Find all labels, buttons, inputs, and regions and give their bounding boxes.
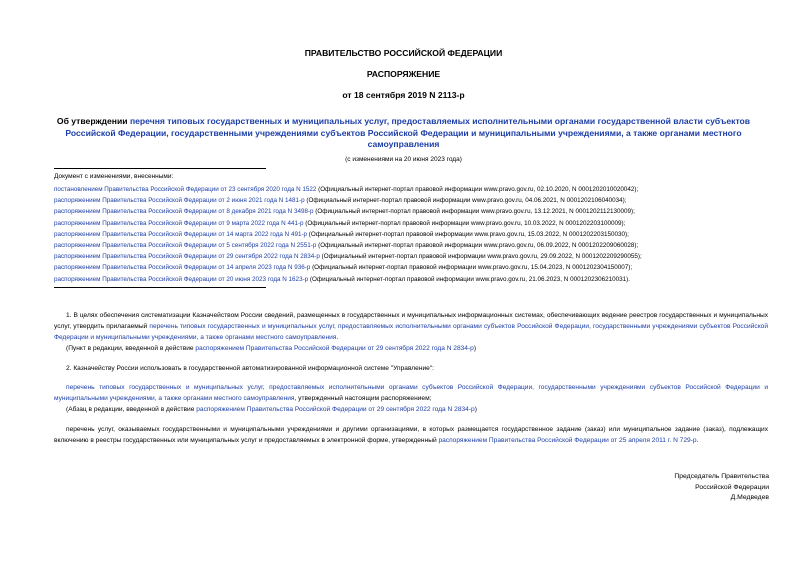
list-item bbox=[54, 184, 784, 195]
services-list-link[interactable]: перечень типовых государственных и муниципальных услуг, предоставляемых исполнительными органами субъектов Российской Федерации, государственными учреждениями субъектов Российской Федерации и муниципальными учреждениями, а также органами местного самоуправления bbox=[54, 323, 768, 341]
signature-name: Д.Медведев bbox=[730, 494, 769, 501]
paragraph-2b-end: . bbox=[696, 437, 699, 444]
document-title bbox=[40, 116, 767, 151]
edit-note-link[interactable]: распоряжением Правительства Российской Федерации от 29 сентября 2022 года N 2834-р bbox=[196, 406, 475, 413]
changes-lead: Документ с изменениями, внесенными: bbox=[54, 173, 174, 180]
list-item bbox=[54, 229, 784, 240]
title-link[interactable]: перечня типовых государственных и муниципальных услуг, предоставляемых исполнительными органами государственной власти субъектов Российской Федерации, государственными учреждениями субъектов Российской Федерации и муниципальными учреждениями, а также органами местного самоуправления bbox=[65, 116, 751, 150]
government-heading: ПРАВИТЕЛЬСТВО РОССИЙСКОЙ ФЕДЕРАЦИИ bbox=[304, 48, 503, 58]
list-item bbox=[54, 206, 784, 217]
document-type: РАСПОРЯЖЕНИЕ bbox=[366, 69, 441, 79]
change-note: (Официальный интернет-портал правовой информации www.pravo.gov.ru, 10.03.2022, N 0001202203100009); bbox=[303, 219, 626, 227]
change-link[interactable]: постановлением Правительства Российской Федерации от 23 сентября 2020 года N 1522 bbox=[54, 186, 317, 193]
change-note: (Официальный интернет-портал правовой информации www.pravo.gov.ru, 04.06.2021, N 0001202106040034); bbox=[304, 197, 627, 205]
signature-country: Российской Федерации bbox=[695, 483, 769, 491]
change-link[interactable]: распоряжением Правительства Российской Федерации от 14 марта 2022 года N 491-р bbox=[54, 230, 308, 238]
edit-note-end: ) bbox=[473, 345, 477, 352]
signature-block bbox=[674, 472, 769, 504]
change-link[interactable]: распоряжением Правительства Российской Федерации от 20 июня 2023 года N 1623-р bbox=[54, 275, 309, 283]
change-note: (Официальный интернет-портал правовой информации www.pravo.gov.ru, 21.06.2023, N 0001202306210031). bbox=[308, 275, 630, 283]
change-note: (Официальный интернет-портал правовой информации www.pravo.gov.ru, 06.09.2022, N 0001202209060028); bbox=[316, 242, 639, 250]
changes-list bbox=[54, 184, 784, 285]
paragraph-1 bbox=[54, 310, 768, 343]
typical-services-link[interactable]: перечень типовых государственных и муниципальных услуг, предоставляемых исполнительными органами субъектов Российской Федерации, государственными учреждениями субъектов Российской Федерации и муниципальными учреждениями, а также органами местного самоуправления bbox=[54, 384, 768, 402]
edit-note-end: ) bbox=[474, 406, 477, 413]
paragraph-2a-text: , утвержденный настоящим распоряжением; bbox=[294, 395, 432, 402]
paragraph-2b-text: перечень услуг, оказываемых государственными и муниципальными учреждениями и другими организациями, в которых размещается государственное задание (заказ) или муниципальное задание (заказ), подлежащих включению в реестры государственных или муниципальных услуг и предоставляемых в электронной форме, утвержденный bbox=[54, 426, 768, 444]
signature-position: Председатель Правительства bbox=[674, 473, 769, 480]
edit-note-link[interactable]: распоряжением Правительства Российской Федерации от 29 сентября 2022 года N 2834-р bbox=[195, 345, 474, 352]
change-note: (Официальный интернет-портал правовой информации www.pravo.gov.ru, 13.12.2021, N 0001202112130009); bbox=[313, 208, 635, 216]
paragraph-2a-edit-note bbox=[54, 404, 768, 415]
paragraph-2a bbox=[54, 382, 768, 404]
change-note: (Официальный интернет-портал правовой информации www.pravo.gov.ru, 02.10.2020, N 0001202010020042); bbox=[316, 186, 639, 193]
edit-note-text: (Пункт в редакции, введенной в действие bbox=[66, 345, 196, 352]
change-note: (Официальный интернет-портал правовой информации www.pravo.gov.ru, 29.09.2022, N 0001202209290055); bbox=[319, 253, 642, 261]
paragraph-2: 2. Казначейству России использовать в государственной автоматизированной информационной системе "Управление": bbox=[66, 365, 434, 372]
paragraph-1-text: 1. В целях обеспечения систематизации Казначейством России сведений, размещенных в государственных и муниципальных информационных системах, обеспечивающих ведение реестров государственных и муниципальных услуг, утвердить прилагаемый bbox=[54, 312, 768, 330]
list-item bbox=[54, 251, 784, 262]
change-link[interactable]: распоряжением Правительства Российской Федерации от 2 июня 2021 года N 1481-р bbox=[54, 197, 305, 205]
title-prefix: Об утверждении bbox=[56, 116, 130, 126]
edit-note-text: (Абзац в редакции, введенной в действие bbox=[66, 406, 197, 413]
list-item bbox=[54, 240, 784, 251]
divider-top bbox=[54, 168, 266, 169]
list-item bbox=[54, 218, 784, 229]
list-item bbox=[54, 195, 784, 206]
document-date-number: от 18 сентября 2019 N 2113-р bbox=[342, 90, 465, 100]
edition-note: (с изменениями на 20 июня 2023 года) bbox=[345, 156, 462, 163]
paragraph-2b bbox=[54, 424, 768, 446]
change-link[interactable]: распоряжением Правительства Российской Федерации от 14 апреля 2023 года N 936-р bbox=[54, 264, 311, 272]
change-link[interactable]: распоряжением Правительства Российской Федерации от 9 марта 2022 года N 441-р bbox=[54, 219, 304, 227]
list-item bbox=[54, 262, 784, 273]
change-link[interactable]: распоряжением Правительства Российской Федерации от 8 декабря 2021 года N 3498-р bbox=[54, 208, 314, 216]
list-item bbox=[54, 274, 784, 285]
change-note: (Официальный интернет-портал правовой информации www.pravo.gov.ru, 15.03.2022, N 0001202203150030); bbox=[307, 230, 629, 238]
divider-bottom bbox=[54, 287, 266, 288]
order-729-link[interactable]: распоряжением Правительства Российской Федерации от 25 апреля 2011 г. N 729-р bbox=[438, 437, 697, 444]
change-link[interactable]: распоряжением Правительства Российской Федерации от 29 сентября 2022 года N 2834-р bbox=[54, 253, 320, 261]
change-note: (Официальный интернет-портал правовой информации www.pravo.gov.ru, 15.04.2023, N 0001202304150007); bbox=[310, 264, 633, 272]
paragraph-1-edit-note bbox=[54, 343, 768, 354]
change-link[interactable]: распоряжением Правительства Российской Федерации от 5 сентября 2022 года N 2551-р bbox=[54, 242, 317, 250]
paragraph-1-end: . bbox=[336, 334, 339, 341]
